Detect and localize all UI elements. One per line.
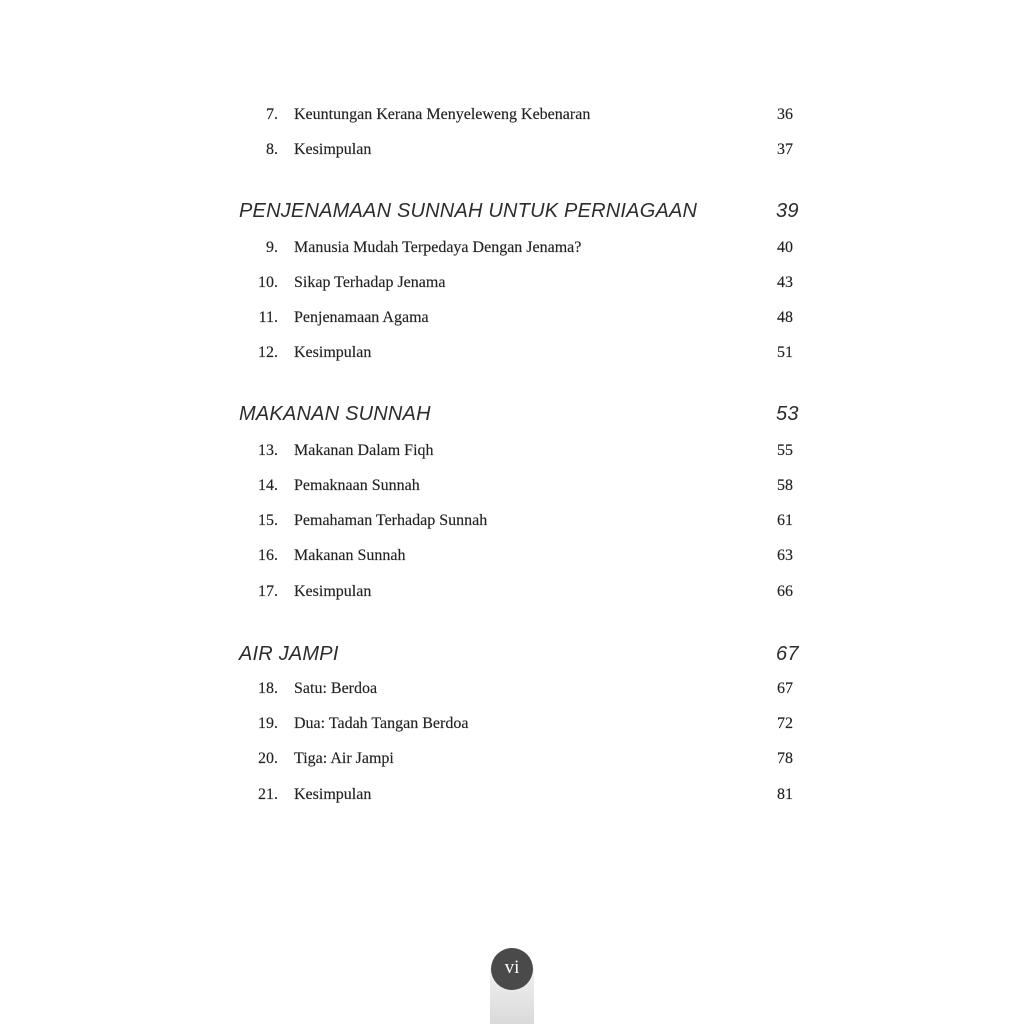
entry-number: 8. bbox=[266, 141, 278, 158]
toc-entry bbox=[240, 677, 810, 701]
section-heading bbox=[239, 400, 809, 428]
toc-entry bbox=[240, 306, 810, 330]
entry-page: 51 bbox=[777, 344, 793, 361]
entry-number: 14. bbox=[258, 477, 278, 494]
entry-page: 81 bbox=[777, 786, 793, 803]
section-title: MAKANAN SUNNAH bbox=[239, 403, 431, 425]
entry-number: 17. bbox=[258, 583, 278, 600]
entry-page: 61 bbox=[777, 512, 793, 529]
entry-page: 78 bbox=[777, 750, 793, 767]
section-title: AIR JAMPI bbox=[239, 643, 339, 665]
toc-entry bbox=[240, 439, 810, 463]
entry-title: Sikap Terhadap Jenama bbox=[294, 274, 446, 291]
entry-title: Manusia Mudah Terpedaya Dengan Jenama? bbox=[294, 239, 582, 256]
entry-page: 48 bbox=[777, 309, 793, 326]
entry-title: Satu: Berdoa bbox=[294, 680, 378, 697]
entry-number: 11. bbox=[258, 309, 278, 326]
entry-title: Makanan Sunnah bbox=[294, 547, 406, 564]
entry-title: Penjenamaan Agama bbox=[294, 309, 429, 326]
entry-page: 63 bbox=[777, 547, 793, 564]
entry-number: 15. bbox=[258, 512, 278, 529]
entry-page: 66 bbox=[777, 583, 793, 600]
section-heading bbox=[239, 640, 809, 668]
entry-page: 40 bbox=[777, 239, 793, 256]
entry-page: 36 bbox=[777, 106, 793, 123]
entry-page: 58 bbox=[777, 477, 793, 494]
toc-entry bbox=[240, 103, 810, 127]
entry-number: 20. bbox=[258, 750, 278, 767]
section-page: 67 bbox=[776, 643, 799, 665]
toc-entry bbox=[240, 509, 810, 533]
entry-page: 37 bbox=[777, 141, 793, 158]
entry-number: 13. bbox=[258, 442, 278, 459]
entry-page: 72 bbox=[777, 715, 793, 732]
toc-entry bbox=[240, 138, 810, 162]
entry-number: 12. bbox=[258, 344, 278, 361]
entry-number: 10. bbox=[258, 274, 278, 291]
entry-title: Keuntungan Kerana Menyeleweng Kebenaran bbox=[294, 106, 591, 123]
entry-title: Kesimpulan bbox=[294, 344, 372, 361]
entry-title: Kesimpulan bbox=[294, 583, 372, 600]
entry-number: 16. bbox=[258, 547, 278, 564]
toc-entry bbox=[240, 236, 810, 260]
entry-number: 7. bbox=[266, 106, 278, 123]
section-page: 53 bbox=[776, 403, 799, 425]
toc-entry bbox=[240, 712, 810, 736]
entry-number: 9. bbox=[266, 239, 278, 256]
entry-title: Tiga: Air Jampi bbox=[294, 750, 394, 767]
toc-entry bbox=[240, 271, 810, 295]
entry-title: Pemaknaan Sunnah bbox=[294, 477, 420, 494]
toc-entry bbox=[240, 474, 810, 498]
entry-number: 18. bbox=[258, 680, 278, 697]
toc-entry bbox=[240, 580, 810, 604]
entry-title: Kesimpulan bbox=[294, 141, 372, 158]
entry-page: 43 bbox=[777, 274, 793, 291]
toc-entry bbox=[240, 544, 810, 568]
page-number: vi bbox=[491, 948, 533, 990]
section-heading bbox=[239, 197, 809, 225]
entry-title: Kesimpulan bbox=[294, 786, 372, 803]
entry-title: Makanan Dalam Fiqh bbox=[294, 442, 434, 459]
entry-number: 21. bbox=[258, 786, 278, 803]
toc-entry bbox=[240, 747, 810, 771]
toc-entry bbox=[240, 783, 810, 807]
entry-page: 55 bbox=[777, 442, 793, 459]
toc-entry bbox=[240, 341, 810, 365]
entry-title: Dua: Tadah Tangan Berdoa bbox=[294, 715, 469, 732]
section-title: PENJENAMAAN SUNNAH UNTUK PERNIAGAAN bbox=[239, 200, 698, 222]
entry-number: 19. bbox=[258, 715, 278, 732]
entry-page: 67 bbox=[777, 680, 793, 697]
entry-title: Pemahaman Terhadap Sunnah bbox=[294, 512, 488, 529]
section-page: 39 bbox=[776, 200, 799, 222]
